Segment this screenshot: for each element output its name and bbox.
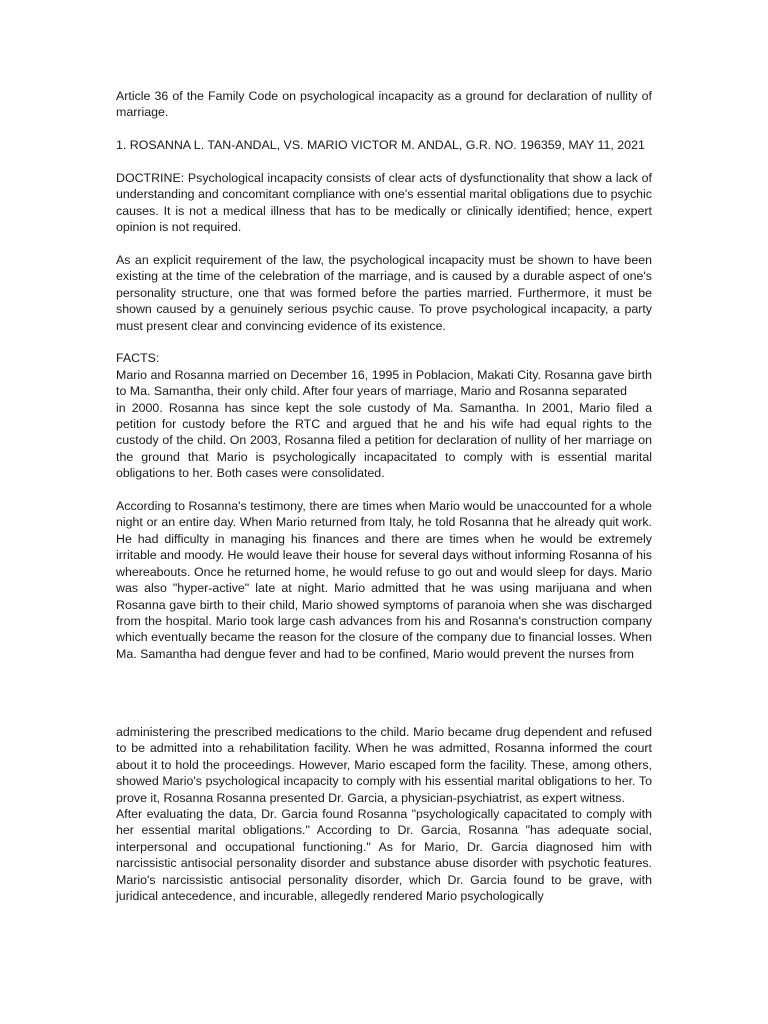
facts-paragraph-expert-findings: After evaluating the data, Dr. Garcia found Rosanna "psychologically capacitated to comply with her essential marital obligations." According to Dr. Garcia, Rosanna "has adequate social, interpersonal and occupational functioning." As for Mario, Dr. Garcia diagnosed him with narcissistic antisocial personality disorder and substance abuse disorder with psychotic features. Mario's narcissistic antisocial personality disorder, which Dr. Garcia found to be grave, with juridical antecedence, and incurable, allegedly rendered Mario psychologically bbox=[116, 807, 652, 904]
facts-paragraph-custody: in 2000. Rosanna has since kept the sole custody of Ma. Samantha. In 2001, Mario filed a petition for custody before the RTC and argued that he and his wife had equal rights to the custody of the child. On 2003, Rosanna filed a petition for declaration of nullity of her marriage on the ground that Mario is psychologically incapacitated to comply with is essential marital obligations to her. Both cases were consolidated. bbox=[116, 400, 652, 481]
document-page-top bbox=[116, 88, 652, 679]
doctrine-paragraph: DOCTRINE: Psychological incapacity consists of clear acts of dysfunctionality that show a lack of understanding and concomitant compliance with one's essential marital obligations due to psychic causes. It is not a medical illness that has to be medically or clinically identified; hence, expert opinion is not required. bbox=[116, 171, 652, 235]
facts-paragraph-rehabilitation: administering the prescribed medications to the child. Mario became drug dependent and refused to be admitted into a rehabilitation facility. When he was admitted, Rosanna informed the court about it to hold the proceedings. However, Mario escaped form the facility. These, among others, showed Mario's psychological incapacity to comply with his essential marital obligations to her. To prove it, Rosanna Rosanna presented Dr. Garcia, a physician-psychiatrist, as expert witness. bbox=[116, 725, 652, 805]
facts-paragraph-marriage: Mario and Rosanna married on December 16, 1995 in Poblacion, Makati City. Rosanna gave birth to Ma. Samantha, their only child. After four years of marriage, Mario and Rosanna separated bbox=[116, 367, 652, 399]
document-page-bottom bbox=[116, 724, 652, 904]
doctrine-requirement-paragraph: As an explicit requirement of the law, the psychological incapacity must be shown to have been existing at the time of the celebration of the marriage, and is caused by a durable aspect of one's personality structure, one that was formed before the parties married. Furthermore, it must be shown caused by a genuinely serious psychic cause. To prove psychological incapacity, a party must present clear and convincing evidence of its existence. bbox=[116, 253, 652, 333]
intro-heading: Article 36 of the Family Code on psychological incapacity as a ground for declaration of nullity of marriage. bbox=[116, 89, 652, 120]
facts-label: FACTS: bbox=[116, 351, 160, 366]
case-title: 1. ROSANNA L. TAN-ANDAL, VS. MARIO VICTOR M. ANDAL, G.R. NO. 196359, MAY 11, 2021 bbox=[116, 138, 645, 153]
facts-paragraph-testimony: According to Rosanna's testimony, there are times when Mario would be unaccounted for a whole night or an entire day. When Mario returned from Italy, he told Rosanna that he already quit work. He had difficulty in managing his finances and there are times when he would be extremely irritable and moody. He would leave their house for several days without informing Rosanna of his whereabouts. Once he returned home, he would refuse to go out and would sleep for days. Mario was also "hyper-active" late at night. Mario admitted that he was using marijuana and when Rosanna gave birth to their child, Mario showed symptoms of paranoia when she was discharged from the hospital. Mario took large cash advances from his and Rosanna's construction company which eventually became the reason for the closure of the company due to financial losses. When Ma. Samantha had dengue fever and had to be confined, Mario would prevent the nurses from bbox=[116, 499, 652, 661]
